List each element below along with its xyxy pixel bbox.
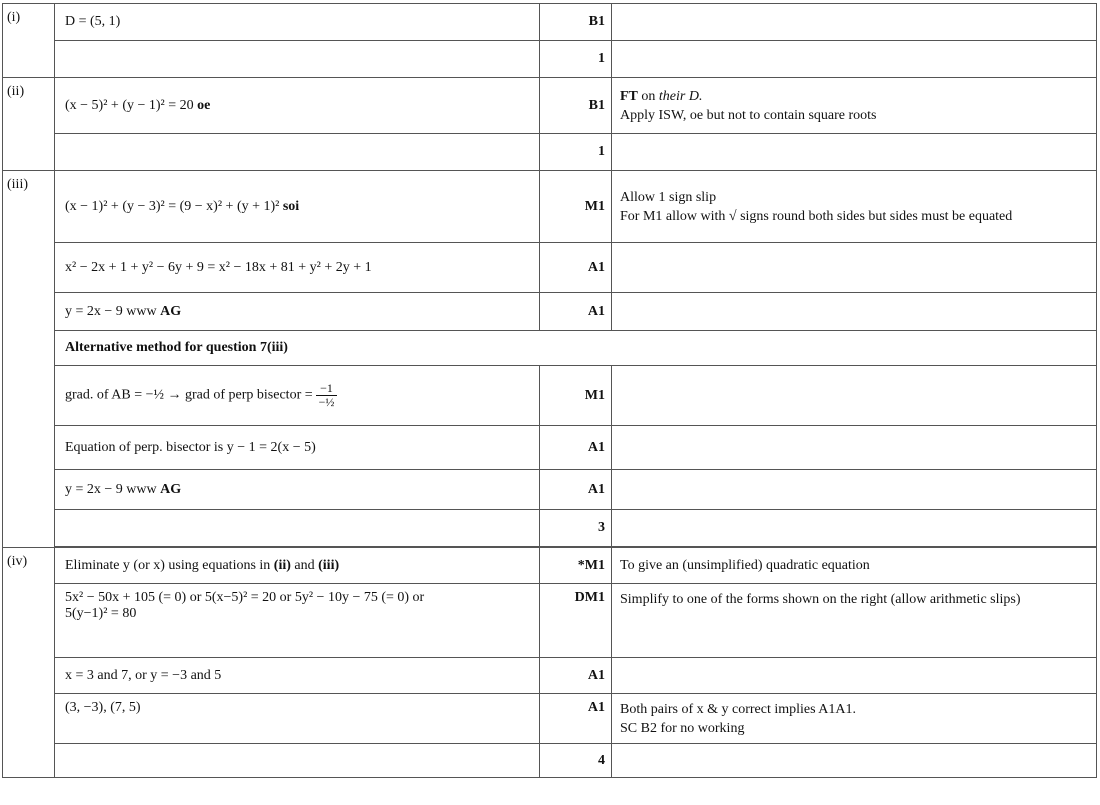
row-iv-dm1 xyxy=(3,584,1097,658)
row-iv-m1 xyxy=(3,548,1097,584)
answer-iv-m1-iii: (iii) xyxy=(318,557,340,573)
mark-iv-a2: A1 xyxy=(540,694,612,744)
answer-alt-a1: Equation of perp. bisector is y − 1 = 2(x − 5) xyxy=(55,426,540,470)
question-label-i: (i) xyxy=(3,4,55,78)
fraction-denominator: −½ xyxy=(318,395,335,409)
row-iii-m1 xyxy=(3,171,1097,243)
total-i: 1 xyxy=(540,41,612,78)
total-iii: 3 xyxy=(540,510,612,547)
mark-iv-a1: A1 xyxy=(540,658,612,694)
guidance-ii xyxy=(612,78,1097,134)
mark-scheme-table xyxy=(2,3,1097,778)
answer-iii-a2-expr: y = 2x − 9 www xyxy=(65,303,157,319)
answer-iii-m1-expr: (x − 1)² + (y − 3)² = (9 − x)² + (y + 1)² xyxy=(65,198,280,214)
answer-ii xyxy=(55,78,540,134)
row-iii-total xyxy=(3,510,1097,547)
guidance-iii-m1-line1: Allow 1 sign slip xyxy=(620,189,717,205)
answer-iv-dm1-line1: 5x² − 50x + 105 (= 0) or 5(x−5)² = 20 or 5y² − 10y − 75 (= 0) or xyxy=(65,590,425,605)
answer-iv-m1 xyxy=(55,548,540,584)
row-iv-a2 xyxy=(3,694,1097,744)
answer-iii-m1-tag: soi xyxy=(282,198,300,214)
answer-iv-m1-and: and xyxy=(294,557,315,573)
mark-iii-m1: M1 xyxy=(540,171,612,243)
total-ii: 1 xyxy=(540,134,612,171)
guidance-i xyxy=(612,4,1097,41)
answer-iv-a2: (3, −3), (7, 5) xyxy=(55,694,540,744)
fraction xyxy=(316,382,338,409)
mark-iv-m1: *M1 xyxy=(540,548,612,584)
row-ii-total xyxy=(3,134,1097,171)
answer-ii-tag: oe xyxy=(197,97,211,113)
mark-iii-a2: A1 xyxy=(540,293,612,331)
question-label-iii: (iii) xyxy=(3,171,55,548)
guidance-iii-m1-line2: For M1 allow with √ signs round both sides but sides must be equated xyxy=(620,208,1013,224)
mark-ii: B1 xyxy=(540,78,612,134)
row-iii-a1 xyxy=(3,243,1097,293)
alternative-method-heading: Alternative method for question 7(iii) xyxy=(55,331,1097,366)
row-i-total xyxy=(3,41,1097,78)
mark-alt-m1: M1 xyxy=(540,366,612,426)
answer-ii-expr: (x − 5)² + (y − 1)² = 20 xyxy=(65,97,194,113)
fraction-numerator: −1 xyxy=(316,382,338,396)
guidance-iv-a2-line1: Both pairs of x & y correct implies A1A1. xyxy=(620,702,857,717)
answer-iv-m1-text: Eliminate y (or x) using equations in xyxy=(65,557,271,573)
answer-alt-m1-text: grad. of AB = −½ → grad of perp bisector = xyxy=(65,387,313,403)
answer-alt-a2 xyxy=(55,470,540,510)
answer-iii-a2 xyxy=(55,293,540,331)
answer-iv-dm1 xyxy=(55,584,540,658)
row-iv-total xyxy=(3,744,1097,778)
question-label-ii: (ii) xyxy=(3,78,55,171)
guidance-ii-ft: FT xyxy=(620,88,638,104)
guidance-ii-line2: Apply ISW, oe but not to contain square roots xyxy=(620,107,877,123)
mark-i: B1 xyxy=(540,4,612,41)
row-ii-answer xyxy=(3,78,1097,134)
guidance-ii-on: on xyxy=(641,88,656,104)
guidance-iv-dm1: Simplify to one of the forms shown on the right (allow arithmetic slips) xyxy=(612,584,1097,658)
mark-iii-a1: A1 xyxy=(540,243,612,293)
guidance-iv-a2-line2: SC B2 for no working xyxy=(620,721,745,736)
row-alt-heading xyxy=(3,331,1097,366)
mark-iv-dm1: DM1 xyxy=(540,584,612,658)
row-alt-m1 xyxy=(3,366,1097,426)
row-alt-a2 xyxy=(3,470,1097,510)
mark-alt-a2: A1 xyxy=(540,470,612,510)
question-label-iv: (iv) xyxy=(3,548,55,778)
answer-alt-a2-expr: y = 2x − 9 www xyxy=(65,481,157,497)
answer-iii-m1 xyxy=(55,171,540,243)
answer-alt-a2-tag: AG xyxy=(160,481,182,497)
answer-iii-a1: x² − 2x + 1 + y² − 6y + 9 = x² − 18x + 81 + y² + 2y + 1 xyxy=(55,243,540,293)
answer-iv-a1: x = 3 and 7, or y = −3 and 5 xyxy=(55,658,540,694)
answer-iv-dm1-line2: 5(y−1)² = 80 xyxy=(65,606,137,621)
row-iv-a1 xyxy=(3,658,1097,694)
guidance-iv-m1: To give an (unsimplified) quadratic equation xyxy=(612,548,1097,584)
row-i-answer xyxy=(3,4,1097,41)
row-alt-a1 xyxy=(3,426,1097,470)
answer-iii-a2-tag: AG xyxy=(160,303,182,319)
guidance-ii-their: their D. xyxy=(658,88,703,104)
answer-iv-m1-ii: (ii) xyxy=(273,557,291,573)
answer-alt-m1 xyxy=(55,366,540,426)
guidance-iv-a2 xyxy=(612,694,1097,744)
mark-alt-a1: A1 xyxy=(540,426,612,470)
total-iv: 4 xyxy=(540,744,612,778)
guidance-iii-m1 xyxy=(612,171,1097,243)
row-iii-a2 xyxy=(3,293,1097,331)
answer-i: D = (5, 1) xyxy=(55,4,540,41)
